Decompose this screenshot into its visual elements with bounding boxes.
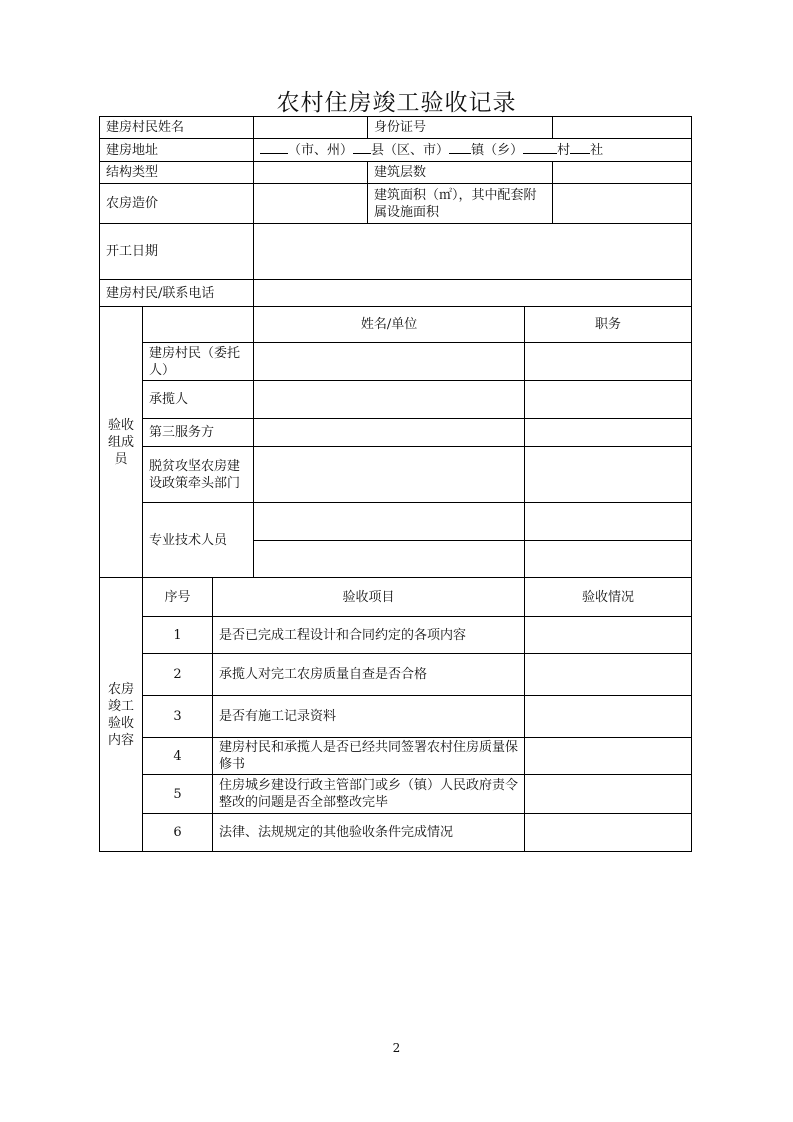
villager-name-value[interactable] [254,117,368,139]
item-number: 6 [143,814,213,852]
address-part: 社 [590,143,604,158]
member-position-cell[interactable] [525,419,692,447]
address-part: 县（区、市） [371,143,450,158]
county-blank[interactable] [353,141,371,154]
item-header: 验收项目 [213,578,525,617]
position-header: 职务 [525,307,692,343]
structure-value[interactable] [254,162,368,184]
item-status-cell[interactable] [525,617,692,654]
member-role-label: 第三服务方 [143,419,254,447]
city-blank[interactable] [260,141,288,154]
item-status-cell[interactable] [525,814,692,852]
item-number: 4 [143,738,213,775]
address-part: （市、州） [288,143,354,158]
status-header: 验收情况 [525,578,692,617]
item-status-cell[interactable] [525,696,692,738]
member-position-cell[interactable] [525,447,692,503]
member-name-cell[interactable] [254,419,525,447]
start-date-label: 开工日期 [100,224,254,280]
address-label: 建房地址 [100,139,254,162]
member-role-label: 专业技术人员 [143,503,254,578]
members-header-empty [143,307,254,343]
structure-label: 结构类型 [100,162,254,184]
item-number: 2 [143,654,213,696]
group-blank[interactable] [570,141,590,154]
cost-label: 农房造价 [100,184,254,224]
item-text: 住房城乡建设行政主管部门或乡（镇）人民政府责令整改的问题是否全部整改完毕 [213,775,525,814]
member-position-cell[interactable] [525,541,692,578]
acceptance-record-table [99,116,692,852]
item-text: 是否有施工记录资料 [213,696,525,738]
address-part: 镇（乡） [471,143,524,158]
id-number-label: 身份证号 [368,117,553,139]
phone-value[interactable] [254,280,692,307]
member-name-cell[interactable] [254,503,525,541]
area-label: 建筑面积（㎡），其中配套附属设施面积 [368,184,553,224]
id-number-value[interactable] [553,117,692,139]
members-section-label: 验收组成员 [100,307,143,578]
item-text: 承揽人对完工农房质量自查是否合格 [213,654,525,696]
item-status-cell[interactable] [525,738,692,775]
member-name-cell[interactable] [254,447,525,503]
phone-label: 建房村民/联系电话 [100,280,254,307]
town-blank[interactable] [449,141,471,154]
area-value[interactable] [553,184,692,224]
member-role-label: 承揽人 [143,381,254,419]
member-name-cell[interactable] [254,381,525,419]
member-position-cell[interactable] [525,343,692,381]
member-position-cell[interactable] [525,503,692,541]
page-title: 农村住房竣工验收记录 [276,90,517,116]
page-number: 2 [392,1041,401,1055]
item-number: 3 [143,696,213,738]
item-status-cell[interactable] [525,654,692,696]
name-unit-header: 姓名/单位 [254,307,525,343]
item-text: 建房村民和承揽人是否已经共同签署农村住房质量保修书 [213,738,525,775]
item-number: 5 [143,775,213,814]
address-value[interactable] [254,139,692,162]
floors-label: 建筑层数 [368,162,553,184]
item-text: 法律、法规规定的其他验收条件完成情况 [213,814,525,852]
content-section-label: 农房竣工验收内容 [100,578,143,852]
member-role-label: 建房村民（委托人） [143,343,254,381]
village-blank[interactable] [523,141,557,154]
member-name-cell[interactable] [254,541,525,578]
cost-value[interactable] [254,184,368,224]
item-text: 是否已完成工程设计和合同约定的各项内容 [213,617,525,654]
member-position-cell[interactable] [525,381,692,419]
item-number: 1 [143,617,213,654]
start-date-value[interactable] [254,224,692,280]
floors-value[interactable] [553,162,692,184]
address-part: 村 [557,143,571,158]
item-status-cell[interactable] [525,775,692,814]
no-header: 序号 [143,578,213,617]
member-role-label: 脱贫攻坚农房建设政策牵头部门 [143,447,254,503]
member-name-cell[interactable] [254,343,525,381]
villager-name-label: 建房村民姓名 [100,117,254,139]
